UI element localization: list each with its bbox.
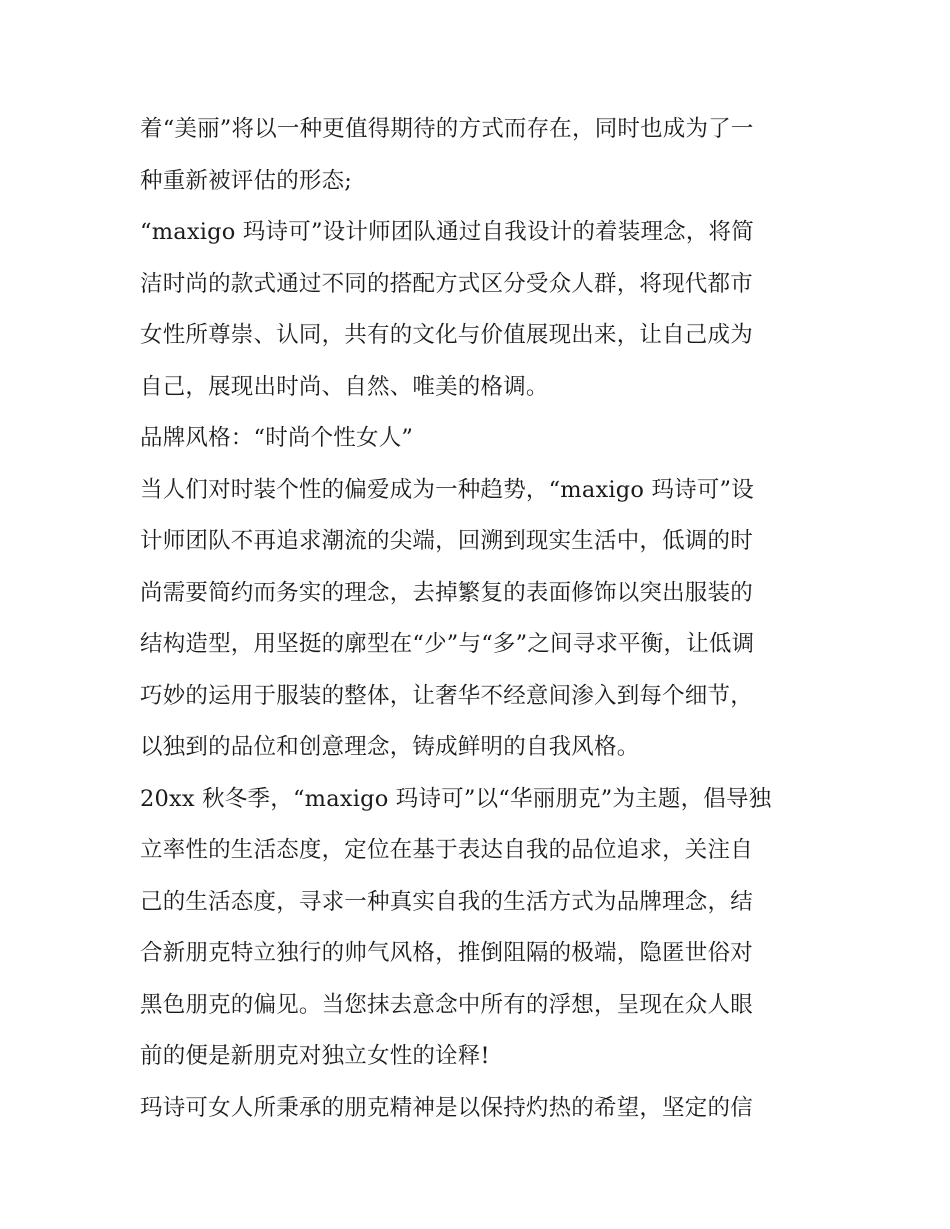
text-line-2: 种重新被评估的形态; — [140, 167, 353, 194]
text-line-3: “maxigo 玛诗可”设计师团队通过自我设计的着装理念，将简 — [140, 219, 754, 245]
text-line-8: 当人们对时装个性的偏爱成为一种趋势，“maxigo 玛诗可”设 — [140, 476, 754, 503]
body-text — [140, 104, 830, 1134]
text-line-10: 尚需要简约而务实的理念，去掉繁复的表面修饰以突出服装的 — [140, 579, 753, 606]
text-line-17: 合新朋克特立独行的帅气风格，推倒阻隔的极端，隐匿世俗对 — [140, 940, 753, 966]
text-line-9: 计师团队不再追求潮流的尖端，回溯到现实生活中，低调的时 — [140, 528, 753, 554]
text-line-5: 女性所尊崇、认同，共有的文化与价值展现出来，让自己成为 — [140, 322, 753, 348]
text-line-16: 己的生活态度，寻求一种真实自我的生活方式为品牌理念，结 — [140, 888, 753, 915]
text-line-19: 前的便是新朋克对独立女性的诠释! — [140, 1043, 490, 1069]
text-line-18: 黑色朋克的偏见。当您抹去意念中所有的浮想，呈现在众人眼 — [140, 991, 753, 1018]
text-line-20: 玛诗可女人所秉承的朋克精神是以保持灼热的希望，坚定的信 — [140, 1094, 753, 1121]
text-line-14: 20xx 秋冬季，“maxigo 玛诗可”以“华丽朋克”为主题，倡导独 — [140, 785, 772, 812]
text-line-1: 着“美丽”将以一种更值得期待的方式而存在，同时也成为了一 — [140, 116, 754, 142]
text-line-4: 洁时尚的款式通过不同的搭配方式区分受众人群，将现代都市 — [140, 270, 753, 297]
text-line-13: 以独到的品位和创意理念，铸成鲜明的自我风格。 — [140, 734, 640, 760]
text-line-12: 巧妙的运用于服装的整体，让奢华不经意间渗入到每个细节， — [140, 682, 753, 709]
text-line-6: 自己，展现出时尚、自然、唯美的格调。 — [140, 373, 549, 400]
text-line-15: 立率性的生活态度，定位在基于表达自我的品位追求，关注自 — [140, 837, 753, 863]
text-line-11: 结构造型，用坚挺的廓型在“少”与“多”之间寻求平衡，让低调 — [140, 631, 755, 657]
section-heading: 品牌风格：“时尚个性女人” — [140, 425, 414, 451]
